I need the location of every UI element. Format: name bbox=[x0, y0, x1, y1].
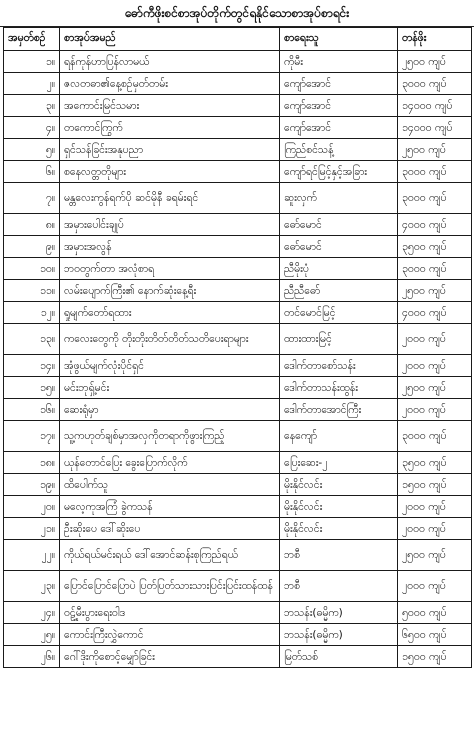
book-author: မိုးနိုင်လင်း bbox=[280, 474, 398, 496]
book-author: ကျော်ရင်မြင့်နှင့်အခြား bbox=[280, 161, 398, 183]
book-author: နေကျော် bbox=[280, 421, 398, 452]
book-price: ၁၄၀၀၀ ကျပ် bbox=[398, 95, 472, 117]
row-number: ၁၃။ bbox=[4, 324, 60, 355]
book-title: ကောင်းကြီးလွှဲကောင် bbox=[60, 624, 280, 646]
book-title: ရှုမျက်တော်ရထား bbox=[60, 302, 280, 324]
table-row bbox=[4, 540, 472, 571]
book-title: ဂေါ်ဒိုးကိုစောင့်မျှော်ခြင်း bbox=[60, 646, 280, 668]
table-row bbox=[4, 117, 472, 139]
row-number: ၁၂။ bbox=[4, 302, 60, 324]
book-author: ထားထားမြင့် bbox=[280, 324, 398, 355]
book-price: ၂၀၀၀ ကျပ် bbox=[398, 399, 472, 421]
table-row bbox=[4, 183, 472, 214]
book-author: ညီမိုးပုံ bbox=[280, 258, 398, 280]
table-row bbox=[4, 518, 472, 540]
book-title: ယုန်တောင်ပြေး ခွေးပြောက်လိုက် bbox=[60, 452, 280, 474]
row-number: ၁။ bbox=[4, 51, 60, 73]
book-price: ၆၅၀၀ ကျပ် bbox=[398, 624, 472, 646]
table-header-row bbox=[4, 28, 472, 51]
book-price: ၁၄၀၀၀ ကျပ် bbox=[398, 117, 472, 139]
row-number: ၇။ bbox=[4, 183, 60, 214]
book-author: ဒေါက်တာအောင်ကြီး bbox=[280, 399, 398, 421]
row-number: ၁၅။ bbox=[4, 377, 60, 399]
column-header-no: အမှတ်စဉ် bbox=[4, 28, 60, 51]
book-price: ၂၅၀၀ ကျပ် bbox=[398, 540, 472, 571]
book-price: ၂၀၀၀ ကျပ် bbox=[398, 571, 472, 602]
book-title: မလေ့ကုအကြံ ခွဲကသန် bbox=[60, 496, 280, 518]
book-title: မန္တလေးကွန်ရက်ပို ဆင်မိုနီ ခရမ်းရင် bbox=[60, 183, 280, 214]
column-header-author: စာရေးသူ bbox=[280, 28, 398, 51]
book-price: ၂၅၀၀ ကျပ် bbox=[398, 377, 472, 399]
column-header-book: စာအုပ်အမည် bbox=[60, 28, 280, 51]
book-title: ဝဠ္ဍ်မီးပွားရေးဝါဒ bbox=[60, 602, 280, 624]
book-author: တင်မောင်မြင့် bbox=[280, 302, 398, 324]
book-price: ၄၀၀၀ ကျပ် bbox=[398, 302, 472, 324]
table-row bbox=[4, 355, 472, 377]
row-number: ၃။ bbox=[4, 95, 60, 117]
book-author: ဘသန်း(ဓမ္မိက) bbox=[280, 624, 398, 646]
book-title: ရန်ကုန်ဟာပြန်လာမယ် bbox=[60, 51, 280, 73]
table-row bbox=[4, 324, 472, 355]
table-row bbox=[4, 236, 472, 258]
book-author: ဘစီ bbox=[280, 540, 398, 571]
book-price: ၄၀၀၀ ကျပ် bbox=[398, 214, 472, 236]
book-author: မြတ်သစ် bbox=[280, 646, 398, 668]
row-number: ၁၆။ bbox=[4, 399, 60, 421]
book-author: ကိုမီး bbox=[280, 51, 398, 73]
book-price: ၃၀၀၀ ကျပ် bbox=[398, 421, 472, 452]
book-author: ညီညီဓော် bbox=[280, 280, 398, 302]
table-row bbox=[4, 280, 472, 302]
book-price: ၃၀၀၀ ကျပ် bbox=[398, 258, 472, 280]
book-price: ၂၀၀၀ ကျပ် bbox=[398, 518, 472, 540]
book-author: ပြေးဆေး-၂ bbox=[280, 452, 398, 474]
book-title: ဆေးရုံမှာ bbox=[60, 399, 280, 421]
book-author: ဆူးလှက် bbox=[280, 183, 398, 214]
book-title: ထိပေါက်သူ bbox=[60, 474, 280, 496]
row-number: ၂၂။ bbox=[4, 540, 60, 571]
book-price: ၃၅၀၀ ကျပ် bbox=[398, 452, 472, 474]
table-row bbox=[4, 571, 472, 602]
book-title: ကိုယ်ရယ်မင်းရယ် ဒေါ်အောင်ဆန်းစုကြည်ရယ် bbox=[60, 540, 280, 571]
row-number: ၆။ bbox=[4, 161, 60, 183]
row-number: ၅။ bbox=[4, 139, 60, 161]
table-row bbox=[4, 51, 472, 73]
table-row bbox=[4, 399, 472, 421]
book-price: ၅၀၀၀ ကျပ် bbox=[398, 602, 472, 624]
book-price: ၂၅၀၀ ကျပ် bbox=[398, 280, 472, 302]
book-price: ၁၅၀၀ ကျပ် bbox=[398, 474, 472, 496]
book-author: ဘစီ bbox=[280, 571, 398, 602]
book-title: တကောင်ကြွက် bbox=[60, 117, 280, 139]
table-row bbox=[4, 646, 472, 668]
book-price: ၂၅၀၀ ကျပ် bbox=[398, 139, 472, 161]
table-row bbox=[4, 624, 472, 646]
table-row bbox=[4, 161, 472, 183]
row-number: ၉။ bbox=[4, 236, 60, 258]
row-number: ၁၈။ bbox=[4, 452, 60, 474]
page-title: ဓော်ကီဖိုးစင်စာအုပ်တိုက်တွင်ရနိုင်သောစာအုပ်စာရင်း bbox=[0, 0, 474, 27]
book-author: ကြည်စင်သန့် bbox=[280, 139, 398, 161]
book-price: ၃၀၀၀ ကျပ် bbox=[398, 161, 472, 183]
row-number: ၁၇။ bbox=[4, 421, 60, 452]
row-number: ၈။ bbox=[4, 214, 60, 236]
row-number: ၄။ bbox=[4, 117, 60, 139]
table-row bbox=[4, 95, 472, 117]
table-row bbox=[4, 139, 472, 161]
book-author: ဒေါက်တာသန်းထွန်း bbox=[280, 377, 398, 399]
row-number: ၂၆။ bbox=[4, 646, 60, 668]
book-title: ပြောင်ပြောင်ပြောပဲ ပြတ်ပြတ်သားသားပြင်းပြင်းထန်ထန် bbox=[60, 571, 280, 602]
row-number: ၁၁။ bbox=[4, 280, 60, 302]
table-row bbox=[4, 73, 472, 95]
table-row bbox=[4, 214, 472, 236]
book-title: ဇလတဓာ၏နေ့စဉ်မှတ်တမ်း bbox=[60, 73, 280, 95]
book-title: လမ်းပျောက်ကြီး၏ နောက်ဆုံးနေ့ရီး bbox=[60, 280, 280, 302]
book-author: ကျော်အောင် bbox=[280, 117, 398, 139]
table-row bbox=[4, 258, 472, 280]
book-price: ၃၀၀၀ ကျပ် bbox=[398, 73, 472, 95]
row-number: ၁၄။ bbox=[4, 355, 60, 377]
book-author: မိုးနိုင်လင်း bbox=[280, 496, 398, 518]
column-header-price: တန်ဖိုး bbox=[398, 28, 472, 51]
row-number: ၂၁။ bbox=[4, 518, 60, 540]
book-price: ၂၀၀၀ ကျပ် bbox=[398, 324, 472, 355]
book-title: သူ့ကဟုတ်ချစ်မှာအလှကိုတရာကိုဖွားကြည့် bbox=[60, 421, 280, 452]
table-row bbox=[4, 377, 472, 399]
table-row bbox=[4, 602, 472, 624]
row-number: ၂။ bbox=[4, 73, 60, 95]
book-title: စနေလတ္တတိုများ bbox=[60, 161, 280, 183]
book-title: ဘဝတွက်တာ အလုံစာရ bbox=[60, 258, 280, 280]
table-row bbox=[4, 474, 472, 496]
book-table bbox=[3, 27, 472, 668]
table-row bbox=[4, 496, 472, 518]
row-number: ၂၄။ bbox=[4, 602, 60, 624]
book-author: ဘသန်း(ဓမ္မိက) bbox=[280, 602, 398, 624]
book-price: ၂၀၀၀ ကျပ် bbox=[398, 496, 472, 518]
book-author: ဓော်မောင် bbox=[280, 214, 398, 236]
row-number: ၁၀။ bbox=[4, 258, 60, 280]
book-author: ဓော်မောင် bbox=[280, 236, 398, 258]
row-number: ၁၉။ bbox=[4, 474, 60, 496]
book-author: မိုးနိုင်လင်း bbox=[280, 518, 398, 540]
book-title: ဦးဆိုးပေ ဒေါ်ဆိုးပေ bbox=[60, 518, 280, 540]
book-price: ၂၅၀၀ ကျပ် bbox=[398, 51, 472, 73]
book-title: အမှားပေါင်းချုပ် bbox=[60, 214, 280, 236]
book-price: ၃၅၀၀ ကျပ် bbox=[398, 236, 472, 258]
table-row bbox=[4, 302, 472, 324]
row-number: ၂၃။ bbox=[4, 571, 60, 602]
book-title: ကလေးတွေကို တိုးတိုးတိတ်တိတ်သတိပေးရာများ bbox=[60, 324, 280, 355]
book-title: အကောင်းမြင်သမား bbox=[60, 95, 280, 117]
table-row bbox=[4, 452, 472, 474]
book-author: ကျော်အောင် bbox=[280, 95, 398, 117]
book-price: ၁၅၀၀ ကျပ် bbox=[398, 646, 472, 668]
book-author: ဒေါက်တာစော်သန်း bbox=[280, 355, 398, 377]
table-row bbox=[4, 421, 472, 452]
row-number: ၂၀။ bbox=[4, 496, 60, 518]
book-title: အုံဖွယ်မျက်လုံးပိုင်ရှင် bbox=[60, 355, 280, 377]
book-title: ရှင်သန်ခြင်းအနုပညာ bbox=[60, 139, 280, 161]
book-price: ၂၀၀၀ ကျပ် bbox=[398, 355, 472, 377]
book-price: ၃၀၀၀ ကျပ် bbox=[398, 183, 472, 214]
book-title: မင်းဘုရှ့်မင်း bbox=[60, 377, 280, 399]
row-number: ၂၅။ bbox=[4, 624, 60, 646]
book-author: ကျော်အောင် bbox=[280, 73, 398, 95]
book-title: အမှားအလွန် bbox=[60, 236, 280, 258]
